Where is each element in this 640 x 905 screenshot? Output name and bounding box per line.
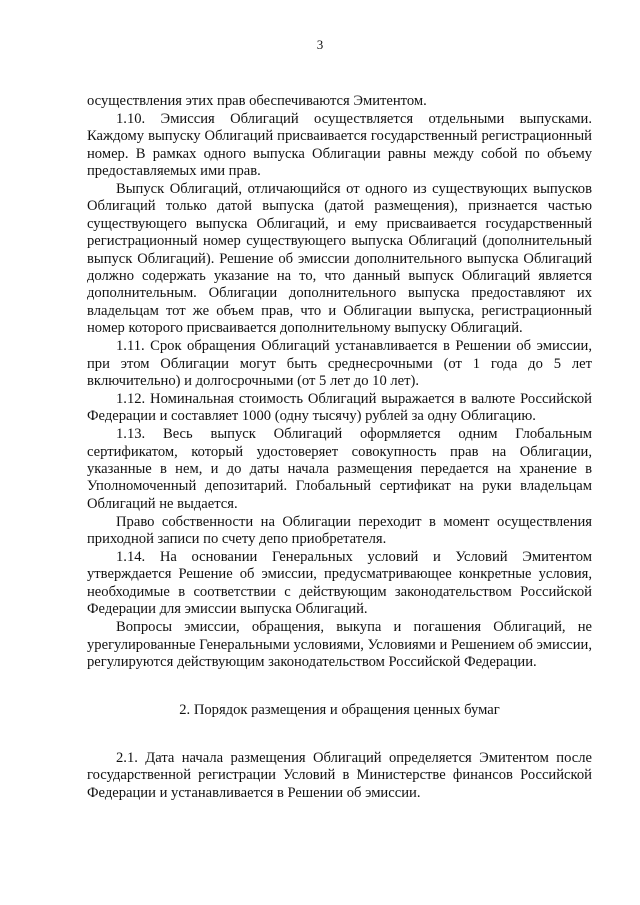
paragraph-1-14: 1.14. На основании Генеральных условий и Условий Эмитентом утверждается Решение об эмиссии, предусматривающее конкретные условия, необходимые в соответствии с действующим законодательством Российской Федерации для эмиссии выпуска Облигаций.: [87, 549, 592, 618]
paragraph-2-1: 2.1. Дата начала размещения Облигаций определяется Эмитентом после государственной регистрации Условий в Министерстве финансов Российской Федерации и устанавливается в Решении об эмиссии.: [87, 749, 592, 801]
paragraph-1-11: 1.11. Срок обращения Облигаций устанавливается в Решении об эмиссии, при этом Облигации могут быть среднесрочными (от 1 года до 5 лет включительно) и долгосрочными (от 5 лет до 10 лет).: [87, 338, 592, 389]
paragraph-1-12: 1.12. Номинальная стоимость Облигаций выражается в валюте Российской Федерации и составляет 1000 (одну тысячу) рублей за одну Облигацию.: [87, 390, 592, 425]
paragraph-continuation: осуществления этих прав обеспечиваются Эмитентом.: [87, 93, 427, 109]
document-body: [87, 93, 592, 802]
paragraph-1-13: 1.13. Весь выпуск Облигаций оформляется одним Глобальным сертификатом, который удостоверяет совокупность прав на Облигации, указанные в нем, и до даты начала размещения передается на хранение в Уполномоченный депозитарий. Глобальный сертификат на руки владельцам Облигаций не выдается.: [87, 426, 592, 512]
paragraph-additional-issue: Выпуск Облигаций, отличающийся от одного из существующих выпусков Облигаций только датой выпуска (датой размещения), признается частью существующего выпуска Облигаций, и ему присваивается государственный регистрационный номер существующего выпуска Облигаций (дополнительный выпуск Облигаций). Решение об эмиссии дополнительного выпуска Облигаций должно содержать указание на то, что данный выпуск Облигаций является дополнительным. Облигации дополнительного выпуска предоставляют их владельцам тот же объем прав, что и Облигации выпуска, регистрационный номер которого присваивается дополнительному выпуску Облигаций.: [87, 181, 592, 337]
paragraph-regulation: Вопросы эмиссии, обращения, выкупа и погашения Облигаций, не урегулированные Генеральными условиями, Условиями и Решением об эмиссии, регулируются действующим законодательством Российской Федерации.: [87, 619, 592, 670]
paragraph-ownership: Право собственности на Облигации переходит в момент осуществления приходной записи по счету депо приобретателя.: [87, 513, 592, 548]
section-heading: 2. Порядок размещения и обращения ценных бумаг: [179, 702, 500, 719]
paragraph-1-10: 1.10. Эмиссия Облигаций осуществляется отдельными выпусками. Каждому выпуску Облигаций присваивается государственный регистрационный номер. В рамках одного выпуска Облигации равны между собой по объему предоставляемых ими прав.: [87, 110, 592, 180]
page-number: 3: [316, 37, 324, 52]
